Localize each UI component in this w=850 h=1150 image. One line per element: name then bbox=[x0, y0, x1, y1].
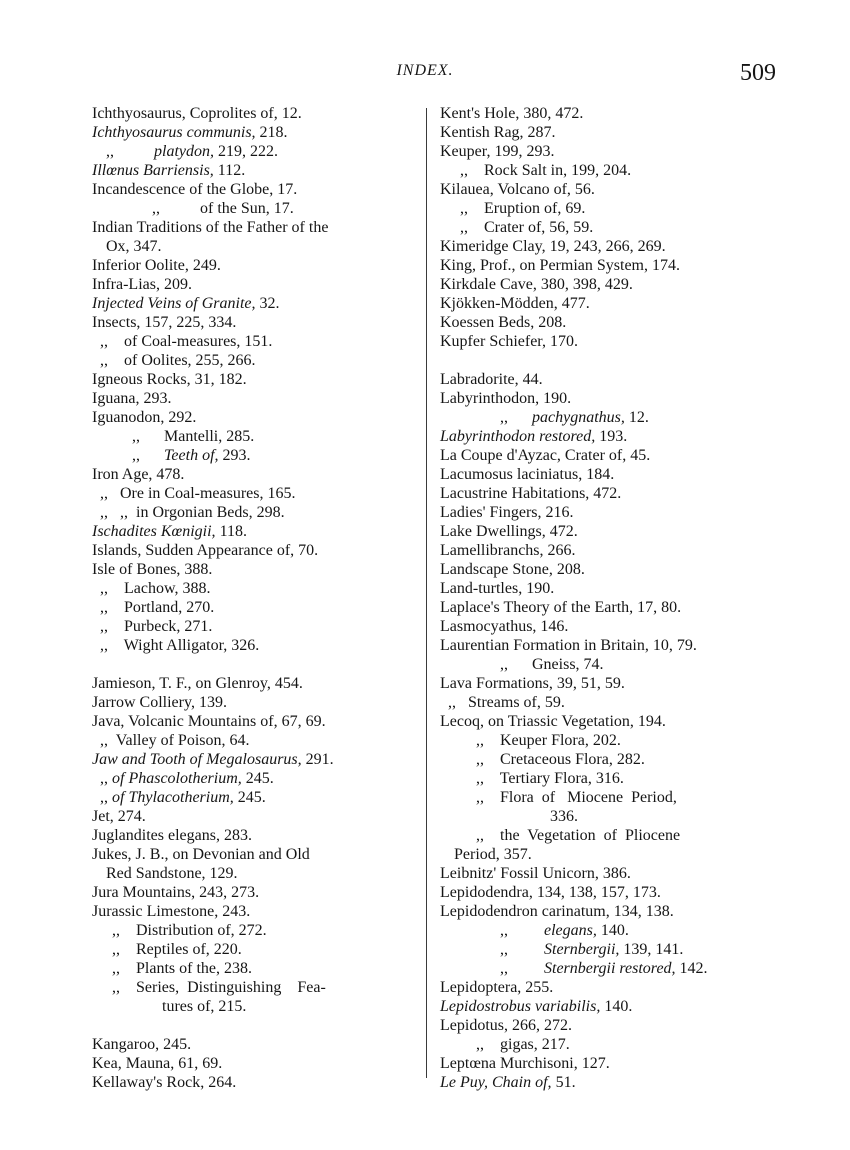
entry-text: ,, ,, in Orgonian Beds, 298. bbox=[92, 504, 285, 521]
index-entry bbox=[92, 636, 422, 655]
index-entry bbox=[440, 731, 770, 750]
entry-text: Labyrinthodon, 190. bbox=[440, 390, 572, 407]
entry-italic-text: Lepidostrobus variabilis, bbox=[440, 998, 601, 1015]
entry-text: tures of, 215. bbox=[162, 998, 247, 1015]
entry-text: 193. bbox=[595, 428, 628, 445]
index-entry bbox=[92, 921, 422, 940]
entry-text: 112. bbox=[213, 162, 246, 179]
index-entry bbox=[440, 446, 770, 465]
index-entry bbox=[440, 712, 770, 731]
column-divider bbox=[426, 108, 427, 1078]
entry-text: Isle of Bones, 388. bbox=[92, 561, 213, 578]
entry-text: Lepidotus, 266, 272. bbox=[440, 1017, 572, 1034]
index-entry bbox=[92, 750, 422, 769]
index-entry bbox=[92, 484, 422, 503]
entry-text: Lasmocyathus, 146. bbox=[440, 618, 569, 635]
entry-text: ,, Crater of, 56, 59. bbox=[440, 219, 594, 236]
index-entry bbox=[440, 636, 770, 655]
entry-text: Jarrow Colliery, 139. bbox=[92, 694, 227, 711]
entry-text: 12. bbox=[624, 409, 649, 426]
entry-text: ,, bbox=[92, 789, 112, 806]
index-entry bbox=[92, 351, 422, 370]
entry-text: Kellaway's Rock, 264. bbox=[92, 1074, 237, 1091]
index-entry bbox=[92, 541, 422, 560]
index-entry bbox=[440, 693, 770, 712]
index-entry bbox=[92, 199, 422, 218]
entry-italic-text: of Phascolotherium, bbox=[112, 770, 242, 787]
entry-text: ,, Cretaceous Flora, 282. bbox=[440, 751, 645, 768]
entry-text: Ichthyosaurus, Coprolites of, 12. bbox=[92, 105, 302, 122]
entry-italic-text: elegans, bbox=[544, 922, 597, 939]
index-entry bbox=[440, 465, 770, 484]
entry-italic-text: Sternbergii, bbox=[544, 941, 620, 958]
entry-text: King, Prof., on Permian System, 174. bbox=[440, 257, 680, 274]
index-entry bbox=[92, 389, 422, 408]
entry-text: La Coupe d'Ayzac, Crater of, 45. bbox=[440, 447, 651, 464]
entry-text: 118. bbox=[215, 523, 247, 540]
index-entry bbox=[92, 370, 422, 389]
section-gap bbox=[92, 1016, 422, 1035]
index-entry bbox=[92, 674, 422, 693]
entry-text: ,, Wight Alligator, 326. bbox=[92, 637, 260, 654]
entry-text: ,, gigas, 217. bbox=[440, 1036, 570, 1053]
index-entry bbox=[92, 731, 422, 750]
entry-text: Kent's Hole, 380, 472. bbox=[440, 105, 584, 122]
index-entry bbox=[440, 617, 770, 636]
index-entry bbox=[92, 807, 422, 826]
entry-text: Lepidoptera, 255. bbox=[440, 979, 554, 996]
entry-text: ,, Tertiary Flora, 316. bbox=[440, 770, 624, 787]
page-number: 509 bbox=[740, 60, 776, 86]
entry-text: ,, Ore in Coal-measures, 165. bbox=[92, 485, 296, 502]
entry-text: Lacumosus laciniatus, 184. bbox=[440, 466, 615, 483]
index-column-right bbox=[440, 104, 770, 1092]
entry-text: Ladies' Fingers, 216. bbox=[440, 504, 574, 521]
entry-text: Infra-Lias, 209. bbox=[92, 276, 192, 293]
index-entry bbox=[440, 959, 770, 978]
entry-text: ,, the Vegetation of Pliocene bbox=[440, 827, 681, 844]
index-entry bbox=[92, 845, 422, 864]
entry-italic-text: Labyrinthodon restored, bbox=[440, 428, 596, 445]
index-entry bbox=[92, 294, 422, 313]
entry-text: Ox, 347. bbox=[106, 238, 162, 255]
section-gap bbox=[92, 655, 422, 674]
entry-italic-text: Illœnus Barriensis, bbox=[92, 162, 214, 179]
entry-text: ,, bbox=[106, 143, 154, 160]
entry-text: Laurentian Formation in Britain, 10, 79. bbox=[440, 637, 697, 654]
entry-text: Leptœna Murchisoni, 127. bbox=[440, 1055, 610, 1072]
index-entry bbox=[440, 769, 770, 788]
entry-text: ,, Series, Distinguishing Fea- bbox=[92, 979, 326, 996]
index-entry bbox=[440, 845, 770, 864]
entry-text: ,, bbox=[440, 409, 532, 426]
entry-text: Iguana, 293. bbox=[92, 390, 172, 407]
entry-text: ,, bbox=[92, 770, 112, 787]
entry-text: ,, Purbeck, 271. bbox=[92, 618, 213, 635]
entry-text: 140. bbox=[600, 998, 633, 1015]
index-entry bbox=[92, 161, 422, 180]
entry-text: Iron Age, 478. bbox=[92, 466, 185, 483]
index-entry bbox=[440, 427, 770, 446]
index-entry bbox=[92, 826, 422, 845]
entry-text: Lamellibranchs, 266. bbox=[440, 542, 576, 559]
index-entry bbox=[440, 370, 770, 389]
index-entry bbox=[92, 959, 422, 978]
entry-text: Landscape Stone, 208. bbox=[440, 561, 585, 578]
entry-italic-text: Teeth of, bbox=[164, 447, 219, 464]
index-entry bbox=[92, 408, 422, 427]
index-entry bbox=[440, 1016, 770, 1035]
entry-text: ,, of Coal-measures, 151. bbox=[92, 333, 273, 350]
entry-text: 245. bbox=[241, 770, 274, 787]
entry-text: ,, Lachow, 388. bbox=[92, 580, 211, 597]
index-entry bbox=[440, 484, 770, 503]
index-entry bbox=[440, 199, 770, 218]
entry-text: Insects, 157, 225, 334. bbox=[92, 314, 237, 331]
entry-text: Lecoq, on Triassic Vegetation, 194. bbox=[440, 713, 666, 730]
index-entry bbox=[440, 1073, 770, 1092]
entry-text: ,, Eruption of, 69. bbox=[440, 200, 586, 217]
entry-text: ,, Mantelli, 285. bbox=[132, 428, 255, 445]
entry-text: Kentish Rag, 287. bbox=[440, 124, 556, 141]
index-entry bbox=[92, 788, 422, 807]
index-entry bbox=[92, 617, 422, 636]
entry-italic-text: pachygnathus, bbox=[532, 409, 625, 426]
entry-text: Jurassic Limestone, 243. bbox=[92, 903, 251, 920]
index-entry bbox=[440, 294, 770, 313]
index-entry bbox=[92, 864, 422, 883]
entry-text: Iguanodon, 292. bbox=[92, 409, 197, 426]
index-entry bbox=[440, 579, 770, 598]
entry-text: Lepidodendron carinatum, 134, 138. bbox=[440, 903, 674, 920]
entry-text: ,, Plants of the, 238. bbox=[92, 960, 252, 977]
entry-text: Islands, Sudden Appearance of, 70. bbox=[92, 542, 319, 559]
entry-text: Kirkdale Cave, 380, 398, 429. bbox=[440, 276, 633, 293]
entry-text: 142. bbox=[675, 960, 708, 977]
index-entry bbox=[92, 465, 422, 484]
entry-text: Lake Dwellings, 472. bbox=[440, 523, 578, 540]
index-entry bbox=[92, 142, 422, 161]
index-entry bbox=[440, 142, 770, 161]
entry-text: Labradorite, 44. bbox=[440, 371, 543, 388]
index-entry bbox=[92, 769, 422, 788]
index-entry bbox=[92, 579, 422, 598]
index-entry bbox=[92, 104, 422, 123]
index-entry bbox=[440, 921, 770, 940]
entry-text: ,, of the Sun, 17. bbox=[152, 200, 294, 217]
index-entry bbox=[92, 997, 422, 1016]
entry-text: 139, 141. bbox=[619, 941, 684, 958]
index-entry bbox=[440, 598, 770, 617]
entry-text: ,, Portland, 270. bbox=[92, 599, 215, 616]
index-entry bbox=[92, 883, 422, 902]
index-entry bbox=[440, 655, 770, 674]
index-entry bbox=[440, 332, 770, 351]
entry-italic-text: Le Puy, Chain of, bbox=[440, 1074, 552, 1091]
entry-text: Period, 357. bbox=[454, 846, 532, 863]
entry-text: 140. bbox=[596, 922, 629, 939]
index-entry bbox=[440, 807, 770, 826]
entry-text: ,, bbox=[440, 960, 544, 977]
entry-text: Lacustrine Habitations, 472. bbox=[440, 485, 622, 502]
entry-text: Jura Mountains, 243, 273. bbox=[92, 884, 260, 901]
index-entry bbox=[92, 902, 422, 921]
entry-text: ,, Reptiles of, 220. bbox=[92, 941, 242, 958]
entry-text: 336. bbox=[550, 808, 578, 825]
index-entry bbox=[440, 1035, 770, 1054]
index-entry bbox=[440, 674, 770, 693]
entry-text: ,, Flora of Miocene Period, bbox=[440, 789, 677, 806]
entry-text: Land-turtles, 190. bbox=[440, 580, 555, 597]
entry-text: Jukes, J. B., on Devonian and Old bbox=[92, 846, 310, 863]
index-entry bbox=[92, 522, 422, 541]
index-entry bbox=[440, 503, 770, 522]
entry-text: 219, 222. bbox=[214, 143, 278, 160]
entry-text: Kimeridge Clay, 19, 243, 266, 269. bbox=[440, 238, 666, 255]
entry-text: ,, bbox=[132, 447, 164, 464]
index-entry bbox=[440, 1054, 770, 1073]
index-entry bbox=[92, 560, 422, 579]
entry-italic-text: platydon, bbox=[154, 143, 214, 160]
entry-text: Inferior Oolite, 249. bbox=[92, 257, 221, 274]
entry-text: ,, Rock Salt in, 199, 204. bbox=[440, 162, 632, 179]
entry-text: ,, of Oolites, 255, 266. bbox=[92, 352, 256, 369]
entry-text: Keuper, 199, 293. bbox=[440, 143, 555, 160]
index-entry bbox=[92, 1073, 422, 1092]
index-entry bbox=[440, 408, 770, 427]
entry-text: Koessen Beds, 208. bbox=[440, 314, 567, 331]
entry-text: Kilauea, Volcano of, 56. bbox=[440, 181, 595, 198]
entry-text: Kangaroo, 245. bbox=[92, 1036, 192, 1053]
entry-text: ,, Keuper Flora, 202. bbox=[440, 732, 621, 749]
entry-text: Lepidodendra, 134, 138, 157, 173. bbox=[440, 884, 661, 901]
index-entry bbox=[440, 218, 770, 237]
entry-text: Juglandites elegans, 283. bbox=[92, 827, 252, 844]
index-entry bbox=[92, 446, 422, 465]
index-entry bbox=[440, 389, 770, 408]
entry-text: Jamieson, T. F., on Glenroy, 454. bbox=[92, 675, 303, 692]
entry-text: ,, Gneiss, 74. bbox=[440, 656, 604, 673]
entry-text: 32. bbox=[255, 295, 280, 312]
index-entry bbox=[92, 237, 422, 256]
entry-text: ,, bbox=[440, 941, 544, 958]
entry-italic-text: of Thylacotherium, bbox=[112, 789, 234, 806]
index-entry bbox=[440, 902, 770, 921]
entry-text: ,, bbox=[440, 922, 544, 939]
entry-text: ,, Streams of, 59. bbox=[440, 694, 565, 711]
entry-text: Red Sandstone, 129. bbox=[106, 865, 238, 882]
index-entry bbox=[92, 256, 422, 275]
index-entry bbox=[92, 693, 422, 712]
index-entry bbox=[440, 826, 770, 845]
entry-text: 245. bbox=[233, 789, 266, 806]
index-entry bbox=[440, 997, 770, 1016]
index-entry bbox=[440, 237, 770, 256]
running-title: INDEX. bbox=[396, 62, 454, 79]
index-column-left bbox=[92, 104, 422, 1092]
index-entry bbox=[92, 978, 422, 997]
entry-italic-text: Ichthyosaurus communis, bbox=[92, 124, 256, 141]
entry-text: 293. bbox=[218, 447, 251, 464]
entry-text: Jet, 274. bbox=[92, 808, 146, 825]
entry-text: 291. bbox=[301, 751, 334, 768]
index-entry bbox=[440, 161, 770, 180]
index-entry bbox=[92, 218, 422, 237]
index-entry bbox=[440, 788, 770, 807]
index-entry bbox=[92, 712, 422, 731]
index-entry bbox=[440, 275, 770, 294]
index-entry bbox=[440, 541, 770, 560]
index-entry bbox=[92, 1035, 422, 1054]
entry-text: Leibnitz' Fossil Unicorn, 386. bbox=[440, 865, 631, 882]
index-entry bbox=[440, 864, 770, 883]
index-entry bbox=[440, 180, 770, 199]
index-entry bbox=[92, 503, 422, 522]
entry-text: Kupfer Schiefer, 170. bbox=[440, 333, 578, 350]
index-entry bbox=[92, 332, 422, 351]
entry-text: Java, Volcanic Mountains of, 67, 69. bbox=[92, 713, 326, 730]
index-entry bbox=[440, 883, 770, 902]
entry-text: 51. bbox=[551, 1074, 576, 1091]
page-header bbox=[0, 60, 850, 90]
entry-text: Lava Formations, 39, 51, 59. bbox=[440, 675, 625, 692]
entry-italic-text: Ischadites Kœnigii, bbox=[92, 523, 216, 540]
index-entry bbox=[440, 313, 770, 332]
index-entry bbox=[440, 940, 770, 959]
index-entry bbox=[440, 256, 770, 275]
index-entry bbox=[92, 427, 422, 446]
index-entry bbox=[92, 598, 422, 617]
index-entry bbox=[440, 560, 770, 579]
index-entry bbox=[92, 123, 422, 142]
section-gap bbox=[440, 351, 770, 370]
index-entry bbox=[440, 978, 770, 997]
index-entry bbox=[440, 750, 770, 769]
entry-text: Kjökken-Mödden, 477. bbox=[440, 295, 590, 312]
entry-text: ,, Valley of Poison, 64. bbox=[92, 732, 250, 749]
entry-italic-text: Injected Veins of Granite, bbox=[92, 295, 256, 312]
index-entry bbox=[440, 123, 770, 142]
index-entry bbox=[92, 313, 422, 332]
entry-text: Incandescence of the Globe, 17. bbox=[92, 181, 298, 198]
index-entry bbox=[92, 275, 422, 294]
entry-text: ,, Distribution of, 272. bbox=[92, 922, 267, 939]
index-entry bbox=[92, 180, 422, 199]
entry-text: Indian Traditions of the Father of the bbox=[92, 219, 329, 236]
entry-text: 218. bbox=[255, 124, 288, 141]
index-entry bbox=[92, 940, 422, 959]
index-entry bbox=[440, 104, 770, 123]
entry-text: Igneous Rocks, 31, 182. bbox=[92, 371, 247, 388]
entry-italic-text: Sternbergii restored, bbox=[544, 960, 676, 977]
entry-text: Kea, Mauna, 61, 69. bbox=[92, 1055, 223, 1072]
index-entry bbox=[92, 1054, 422, 1073]
entry-italic-text: Jaw and Tooth of Megalosaurus, bbox=[92, 751, 302, 768]
entry-text: Laplace's Theory of the Earth, 17, 80. bbox=[440, 599, 682, 616]
index-entry bbox=[440, 522, 770, 541]
